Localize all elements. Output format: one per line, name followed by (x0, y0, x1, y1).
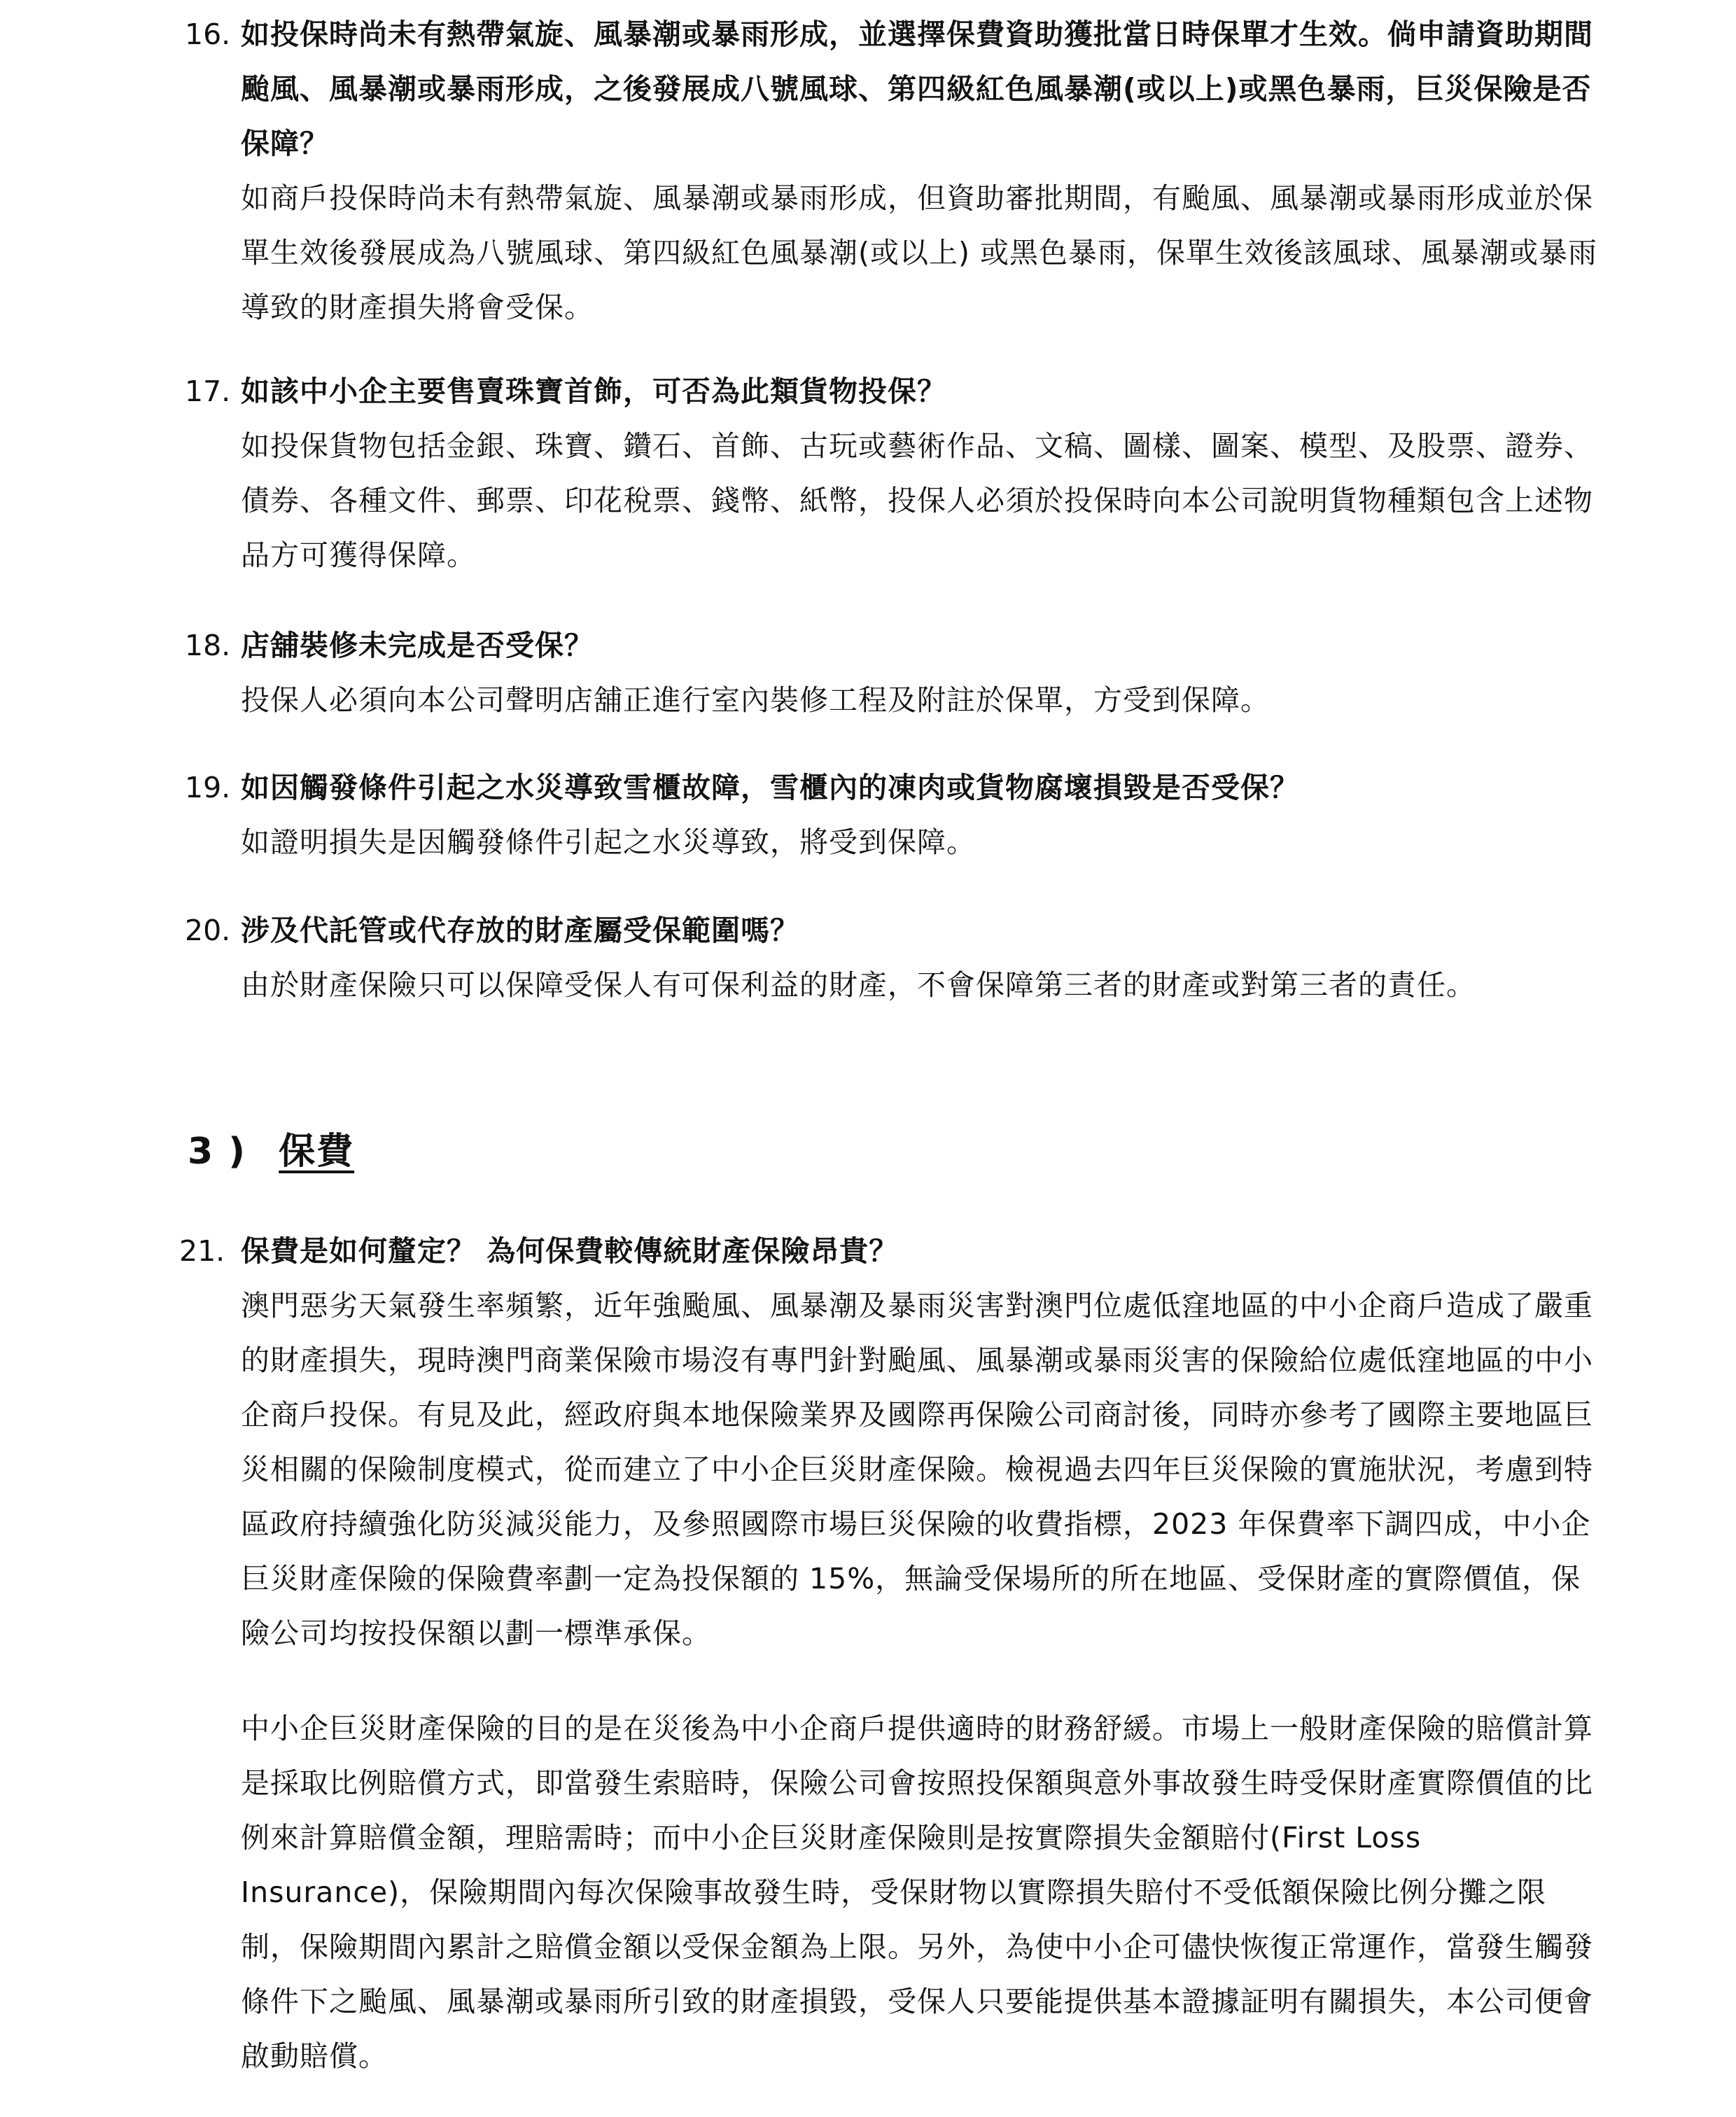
answer-text: 投保人必須向本公司聲明店舖正進行室內裝修工程及附註於保單，方受到保障。 (241, 683, 1270, 717)
question-number: 16. (185, 18, 231, 51)
question-text: 如該中小企主要售賣珠寶首飾，可否為此類貨物投保？ (241, 375, 946, 408)
answer-text: 如投保貨物包括金銀、珠寶、鑽石、首飾、古玩或藝術作品、文稿、圖樣、圖案、模型、及股票、證券、債券、各種文件、郵票、印花稅票、錢幣、紙幣，投保人必須於投保時向本公司說明貨物種類包含上述物品方可獲得保障。 (241, 429, 1593, 572)
section-number: 3 ) (188, 1131, 247, 1173)
question-number: 18. (185, 629, 231, 662)
answer-paragraph-2: 中小企巨災財產保險的目的是在災後為中小企商戶提供適時的財務舒緩。市場上一般財產保險的賠償計算是採取比例賠償方式，即當發生索賠時，保險公司會按照投保額與意外事故發生時受保財產實際價值的比例來計算賠償金額，理賠需時；而中小企巨災財產保險則是按實際損失金額賠付(First Loss Insurance)，保險期間內每次保險事故發生時，受保財物以實際損失賠付不受低額保險比例分攤之限制，保險期間內累計之賠償金額以受保金額為上限。另外，為使中小企可儘快恢復正常運作，當發生觸發條件下之颱風、風暴潮或暴雨所引致的財產損毀，受保人只要能提供基本證據証明有關損失，本公司便會啟動賠償。 (241, 1712, 1593, 2073)
question-text: 如因觸發條件引起之水災導致雪櫃故障，雪櫃內的凍肉或貨物腐壞損毀是否受保？ (241, 771, 1299, 804)
faq-item-21 (179, 1224, 1599, 2083)
question-number: 17. (185, 375, 231, 408)
faq-item-16 (185, 7, 1599, 335)
question-number: 20. (185, 914, 231, 947)
faq-item-17 (185, 364, 1599, 582)
faq-item-20 (185, 903, 1599, 1012)
question-text: 店舖裝修未完成是否受保？ (241, 629, 594, 662)
question-text: 保費是如何釐定？ 為何保費較傳統財產保險昂貴？ (241, 1234, 899, 1268)
faq-item-19 (185, 760, 1599, 869)
answer-paragraph-1: 澳門惡劣天氣發生率頻繁，近年強颱風、風暴潮及暴雨災害對澳門位處低窪地區的中小企商戶造成了嚴重的財產損失，現時澳門商業保險市場沒有專門針對颱風、風暴潮或暴雨災害的保險給位處低窪地區的中小企商戶投保。有見及此，經政府與本地保險業界及國際再保險公司商討後，同時亦參考了國際主要地區巨災相關的保險制度模式，從而建立了中小企巨災財產保險。檢視過去四年巨災保險的實施狀況，考慮到特區政府持續強化防災減災能力，及參照國際市場巨災保險的收費指標，2023 年保費率下調四成，中小企巨災財產保險的保險費率劃一定為投保額的 15%，無論受保場所的所在地區、受保財產的實際價值，保險公司均按投保額以劃一標準承保。 (241, 1289, 1593, 1650)
answer-text: 如證明損失是因觸發條件引起之水災導致，將受到保障。 (241, 825, 976, 859)
question-text: 如投保時尚未有熱帶氣旋、風暴潮或暴雨形成，並選擇保費資助獲批當日時保單才生效。倘申請資助期間颱風、風暴潮或暴雨形成，之後發展成八號風球、第四級紅色風暴潮(或以上)或黑色暴雨，巨災保險是否保障？ (241, 18, 1593, 160)
faq-item-18 (185, 618, 1599, 727)
question-number: 21. (179, 1234, 225, 1268)
question-text: 涉及代託管或代存放的財產屬受保範圍嗎？ (241, 914, 799, 947)
answer-text: 如商戶投保時尚未有熱帶氣旋、風暴潮或暴雨形成，但資助審批期間，有颱風、風暴潮或暴雨形成並於保單生效後發展成為八號風球、第四級紅色風暴潮(或以上) 或黑色暴雨，保單生效後該風球、風暴潮或暴雨導致的財產損失將會受保。 (241, 181, 1598, 324)
question-number: 19. (185, 771, 231, 804)
answer-text: 由於財產保險只可以保障受保人有可保利益的財產，不會保障第三者的財產或對第三者的責任。 (241, 968, 1476, 1002)
section-heading (188, 1124, 354, 1180)
section-title: 保費 (279, 1131, 355, 1173)
